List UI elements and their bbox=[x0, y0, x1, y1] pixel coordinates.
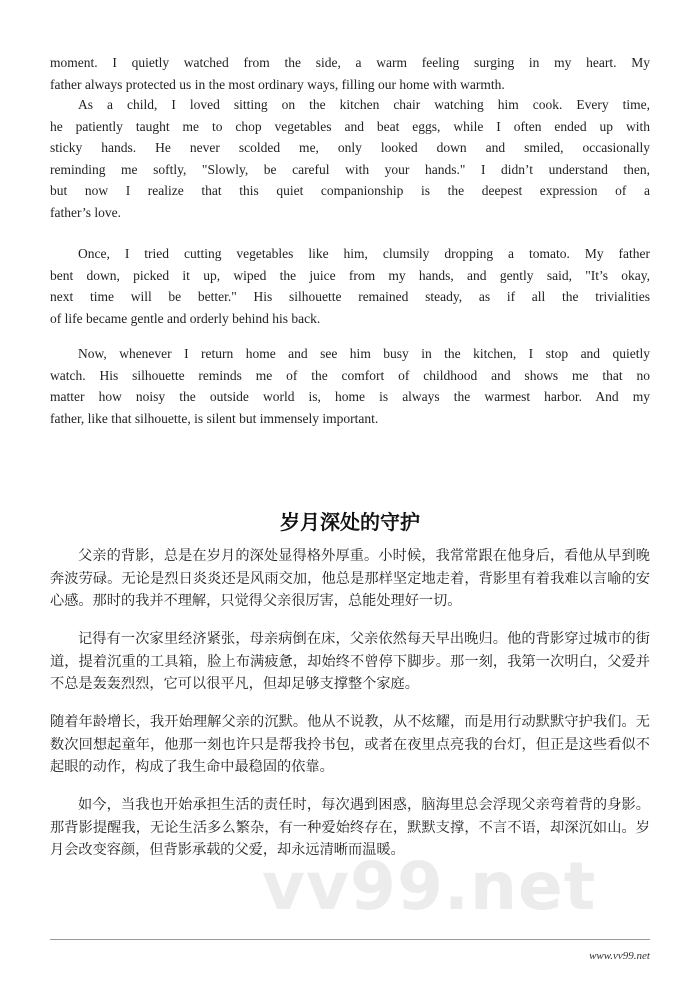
text-line: 如今，当我也开始承担生活的责任时，每次遇到困惑，脑海里总会浮现父亲弯着背的身影。 bbox=[78, 797, 650, 813]
text-line: 心感。那时的我并不理解，只觉得父亲很厉害，总能处理好一切。 bbox=[50, 593, 462, 610]
text-line: Once, I tried cutting vegetables like him, clumsily dropping a tomato. My father bbox=[78, 246, 650, 261]
paragraph bbox=[50, 94, 650, 224]
text-line: As a child, I loved sitting on the kitchen chair watching him cook. Every time, bbox=[78, 97, 650, 112]
text-line: moment. I quietly watched from the side, a warm feeling surging in my heart. My bbox=[50, 55, 650, 70]
paragraph bbox=[50, 52, 650, 95]
text-line: 随着年龄增长，我开始理解父亲的沉默。他从不说教，从不炫耀，而是用行动默默守护我们。无 bbox=[50, 714, 650, 730]
text-line: father, like that silhouette, is silent but immensely important. bbox=[50, 410, 379, 426]
text-line: watch. His silhouette reminds me of the comfort of childhood and shows me that no bbox=[50, 367, 650, 383]
text-line: but now I realize that this quiet companionship is the deepest expression of a bbox=[50, 183, 650, 199]
text-line: 不总是轰轰烈烈，它可以很平凡，但却足够支撑整个家庭。 bbox=[50, 676, 419, 693]
text-line: reminding me softly, "Slowly, be careful with your hands." I didn’t understand then, bbox=[50, 161, 650, 177]
text-line: of life became gentle and orderly behind his back. bbox=[50, 310, 321, 326]
text-line: 月会改变容颜，但背影承载的父爱，却永远清晰而温暖。 bbox=[50, 842, 405, 859]
paragraph bbox=[50, 343, 650, 429]
text-line: 父亲的背影，总是在岁月的深处显得格外厚重。小时候，我常常跟在他身后，看他从早到晚 bbox=[78, 548, 650, 564]
text-line: 那背影提醒我，无论生活多么繁杂，有一种爱始终存在，默默支撑，不言不语，却深沉如山。岁 bbox=[50, 819, 650, 836]
text-line: he patiently taught me to chop vegetables and beat eggs, while I often ended up with bbox=[50, 118, 650, 134]
text-line: Now, whenever I return home and see him busy in the kitchen, I stop and quietly bbox=[78, 346, 650, 361]
paragraph bbox=[50, 628, 650, 696]
watermark-logo: vv99.net bbox=[262, 848, 597, 925]
paragraph bbox=[50, 545, 650, 613]
footer-divider bbox=[50, 939, 650, 940]
text-line: 起眼的动作，构成了我生命中最稳固的依靠。 bbox=[50, 759, 334, 776]
text-line: 数次回想起童年，他那一刻也许只是帮我拎书包，或者在夜里点亮我的台灯，但正是这些看似不 bbox=[50, 736, 650, 753]
paragraph bbox=[50, 711, 650, 779]
text-line: matter how noisy the outside world is, home is always the warmest harbor. And my bbox=[50, 389, 650, 405]
footer-url: www.vv99.net bbox=[589, 950, 650, 962]
paragraph bbox=[50, 243, 650, 329]
text-line: 记得有一次家里经济紧张，母亲病倒在床，父亲依然每天早出晚归。他的背影穿过城市的街 bbox=[78, 631, 650, 647]
text-line: father always protected us in the most ordinary ways, filling our home with warmth. bbox=[50, 76, 505, 92]
text-line: 奔波劳碌。无论是烈日炎炎还是风雨交加，他总是那样坚定地走着，背影里有着我难以言喻的安 bbox=[50, 570, 650, 587]
text-line: 道，提着沉重的工具箱，脸上布满疲惫，却始终不曾停下脚步。那一刻，我第一次明白，父爱并 bbox=[50, 653, 650, 670]
text-line: bent down, picked it up, wiped the juice from my hands, and gently said, "It’s okay, bbox=[50, 267, 650, 283]
text-line: sticky hands. He never scolded me, only looked down and smiled, occasionally bbox=[50, 140, 650, 156]
text-line: next time will be better." His silhouette remained steady, as if all the trivialities bbox=[50, 289, 650, 305]
chinese-title: 岁月深处的守护 bbox=[280, 512, 420, 534]
text-line: father’s love. bbox=[50, 204, 121, 220]
